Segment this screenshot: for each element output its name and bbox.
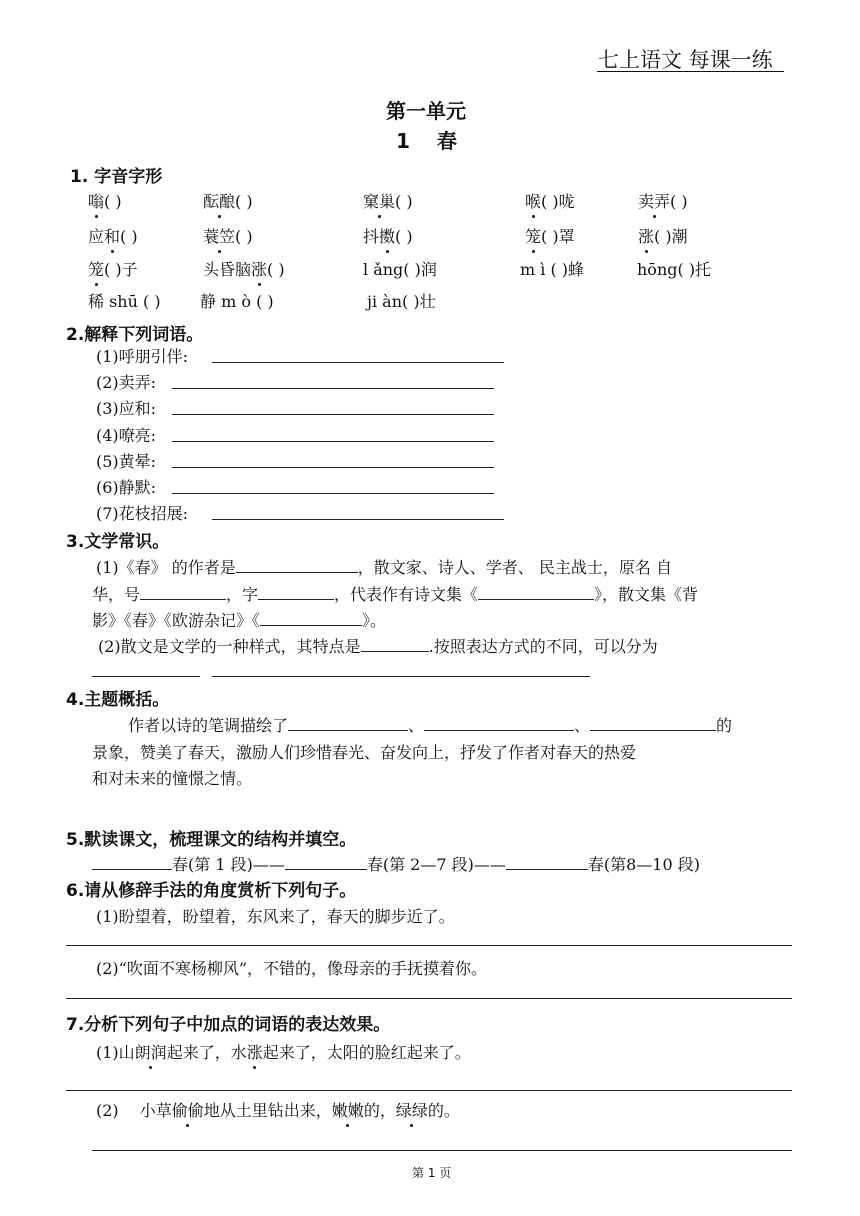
- scene-blank-1[interactable]: [288, 716, 408, 731]
- dotted-word: 卖弄: [638, 189, 670, 212]
- dotted-word: 涨: [638, 224, 654, 247]
- dotted-word: 朗润: [135, 1040, 167, 1063]
- section-7-heading: 7.分析下列句子中加点的词语的表达效果。: [66, 1015, 391, 1035]
- answer-line[interactable]: [172, 441, 494, 442]
- separator: 、: [574, 716, 591, 735]
- question-text: 地从土里钻出来，: [203, 1101, 332, 1120]
- answer-line[interactable]: [66, 945, 792, 946]
- scene-blank-2[interactable]: [424, 716, 574, 731]
- poetry-blank[interactable]: [478, 585, 594, 600]
- pronunciation-item: [367, 289, 436, 312]
- pronunciation-text: ( )潮: [654, 227, 688, 246]
- vocabulary-item: (5)黄晕:: [96, 452, 157, 471]
- pronunciation-text: 头昏脑: [203, 260, 252, 279]
- pronunciation-item: [203, 189, 253, 212]
- answer-line[interactable]: [212, 676, 590, 677]
- theme-text: 作者以诗的笔调描绘了: [128, 716, 289, 735]
- section-5-heading: 5.默读课文，梳理课文的结构并填空。: [66, 830, 357, 850]
- rhetoric-question-2: (2)“吹面不寒杨柳风”，不错的，像母亲的手抚摸着你。: [96, 959, 488, 978]
- dotted-word: 涨: [251, 257, 267, 280]
- question-text: 的，: [363, 1101, 396, 1120]
- pronunciation-item: [88, 257, 138, 280]
- pronunciation-text: ji àn( )壮: [367, 292, 436, 311]
- literature-text: (2)散文是文学的一种样式，其特点是: [98, 637, 361, 656]
- dotted-word: 蓑笠: [203, 224, 235, 247]
- structure-blank-2[interactable]: [285, 855, 367, 870]
- dotted-word: 喉: [525, 189, 541, 212]
- pronunciation-text: ( )罩: [541, 227, 575, 246]
- literature-line-1: [96, 555, 672, 578]
- pronunciation-text: ( ): [235, 192, 253, 211]
- literature-text: 》。: [362, 611, 387, 630]
- dotted-word: 嫩嫩: [332, 1098, 364, 1121]
- pronunciation-item: [363, 257, 437, 280]
- pronunciation-text: 应: [88, 227, 105, 246]
- literature-text: 影》《春》《欧游杂记》《: [92, 611, 261, 630]
- pronunciation-text: 抖: [363, 227, 380, 246]
- answer-line[interactable]: [172, 388, 494, 389]
- pronunciation-item: [203, 224, 253, 247]
- pronunciation-text: 稀 shū ( ): [88, 292, 161, 311]
- pronunciation-text: ( ): [120, 227, 138, 246]
- pronunciation-item: [638, 189, 688, 212]
- dotted-word: 酝酿: [203, 189, 235, 212]
- dotted-word: 笼: [525, 224, 541, 247]
- pronunciation-item: [203, 257, 285, 280]
- pronunciation-text: l ǎng( )润: [363, 260, 437, 279]
- lesson-title: 1 春: [396, 129, 457, 153]
- section-1-heading: 1. 字音字形: [70, 167, 163, 187]
- structure-text: 春(第 2—7 段)——: [366, 855, 506, 874]
- hao-blank[interactable]: [140, 585, 226, 600]
- structure-blank-3[interactable]: [506, 855, 588, 870]
- structure-line: [92, 852, 700, 875]
- pronunciation-text: ( ): [104, 192, 122, 211]
- page-number: 第 1 页: [412, 1166, 452, 1180]
- pronunciation-text: ( )子: [104, 260, 138, 279]
- question-text: 起来了，水: [166, 1043, 247, 1062]
- theme-line-1: [128, 713, 732, 736]
- answer-line[interactable]: [172, 493, 494, 494]
- separator: 、: [408, 716, 425, 735]
- feature-blank[interactable]: [361, 637, 429, 652]
- unit-title: 第一单元: [386, 99, 466, 123]
- literature-text: .按照表达方式的不同，可以分为: [428, 637, 658, 656]
- vocabulary-item: (6)静默:: [96, 478, 157, 497]
- literature-text: ，字: [226, 585, 259, 604]
- pronunciation-item: [363, 224, 413, 247]
- series-title: 七上语文 每课一练: [598, 48, 773, 72]
- answer-line[interactable]: [92, 1150, 792, 1151]
- dotted-word: 偷偷: [172, 1098, 204, 1121]
- structure-text: 春(第 1 段)——: [172, 855, 285, 874]
- dotted-word: 擞: [379, 224, 395, 247]
- pronunciation-item: [363, 189, 413, 212]
- dotted-word: 绿绿: [396, 1098, 428, 1121]
- pronunciation-item: [88, 189, 122, 212]
- literature-text: 华，号: [92, 585, 141, 604]
- pronunciation-item: [525, 189, 575, 212]
- vocabulary-item: (1)呼朋引伴:: [96, 347, 189, 366]
- pronunciation-text: ( ): [395, 227, 413, 246]
- effect-question-1: [96, 1040, 471, 1063]
- question-text: 起来了，太阳的脸红起来了。: [262, 1043, 471, 1062]
- pronunciation-item: [88, 289, 161, 312]
- rhetoric-question-1: (1)盼望着，盼望着，东风来了，春天的脚步近了。: [96, 907, 455, 926]
- dotted-word: 涨: [247, 1040, 263, 1063]
- theme-text: 的: [716, 716, 733, 735]
- pronunciation-text: ( )咙: [541, 192, 575, 211]
- dotted-word: 笼: [88, 257, 104, 280]
- dotted-word: 窠巢: [363, 189, 395, 212]
- pronunciation-text: ( ): [235, 227, 253, 246]
- pronunciation-text: 静 m ò ( ): [200, 292, 274, 311]
- section-3-heading: 3.文学常识。: [66, 532, 170, 552]
- pronunciation-item: [200, 289, 274, 312]
- answer-line[interactable]: [172, 467, 494, 468]
- scene-blank-3[interactable]: [590, 716, 716, 731]
- pronunciation-text: ( ): [670, 192, 688, 211]
- pronunciation-text: hōng( )托: [637, 260, 712, 279]
- pronunciation-text: ( ): [267, 260, 285, 279]
- literature-text: 》，散文集《背: [594, 585, 699, 604]
- theme-line-3: 和对未来的憧憬之情。: [92, 769, 253, 788]
- vocabulary-item: (4)嘹亮:: [96, 426, 157, 445]
- answer-line[interactable]: [212, 519, 504, 520]
- literature-line-4: [98, 634, 658, 657]
- structure-blank-1[interactable]: [92, 855, 172, 870]
- question-text: 的。: [427, 1101, 460, 1120]
- author-blank[interactable]: [236, 558, 358, 573]
- pronunciation-text: ( ): [395, 192, 413, 211]
- answer-line[interactable]: [172, 414, 494, 415]
- pronunciation-item: [638, 224, 688, 247]
- answer-line[interactable]: [66, 1090, 792, 1091]
- structure-text: 春(第8—10 段): [587, 855, 700, 874]
- answer-line[interactable]: [212, 362, 504, 363]
- dotted-word: 嗡: [88, 189, 104, 212]
- answer-line[interactable]: [92, 676, 200, 677]
- question-text: (1)山: [96, 1043, 135, 1062]
- header-underline: [597, 71, 784, 72]
- vocabulary-item: (3)应和:: [96, 399, 157, 418]
- section-4-heading: 4.主题概括。: [66, 690, 170, 710]
- zi-blank[interactable]: [258, 585, 334, 600]
- vocabulary-item: (7)花枝招展:: [96, 504, 189, 523]
- pronunciation-item: [637, 257, 711, 280]
- dotted-word: 和: [104, 224, 120, 247]
- effect-question-2: [96, 1098, 460, 1121]
- literature-text: ，散文家、诗人、学者、 民主战士，原名 自: [357, 558, 672, 577]
- answer-line[interactable]: [66, 998, 792, 999]
- pronunciation-item: [88, 224, 138, 247]
- pronunciation-text: m ì ( )蜂: [520, 260, 585, 279]
- pronunciation-item: [520, 257, 584, 280]
- section-2-heading: 2.解释下列词语。: [66, 325, 204, 345]
- vocabulary-item: (2)卖弄:: [96, 373, 157, 392]
- theme-line-2: 景象，赞美了春天，激励人们珍惜春光、奋发向上，抒发了作者对春天的热爱: [92, 743, 637, 762]
- literature-text: ，代表作有诗文集《: [334, 585, 479, 604]
- section-6-heading: 6.请从修辞手法的角度赏析下列句子。: [66, 881, 357, 901]
- literature-line-2: [92, 582, 698, 605]
- pronunciation-item: [525, 224, 575, 247]
- literature-text: (1)《春》 的作者是: [96, 558, 236, 577]
- question-text: (2) 小草: [96, 1101, 172, 1120]
- prose-blank[interactable]: [260, 611, 362, 626]
- literature-line-3: [92, 608, 386, 631]
